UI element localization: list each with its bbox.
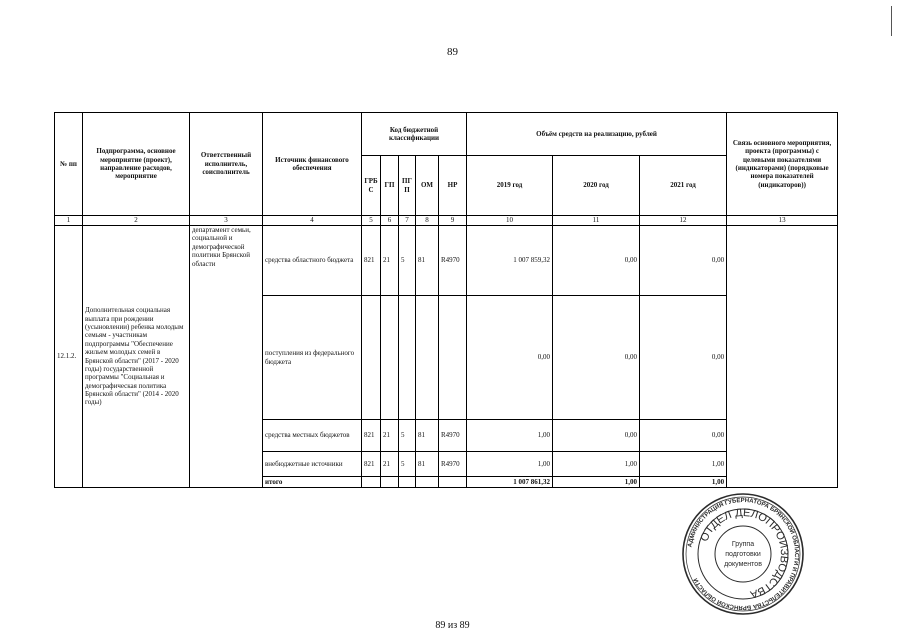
- line-pgp: 5: [399, 226, 416, 296]
- line-2021: 1,00: [640, 452, 727, 477]
- edge-rule: [891, 6, 892, 36]
- column-number: 3: [190, 216, 263, 226]
- line-om: [416, 296, 439, 420]
- line-nr: [439, 296, 467, 420]
- line-source: средства местных бюджетов: [263, 420, 362, 452]
- header-source: Источник финансового обеспечения: [263, 113, 362, 216]
- header-nr: НР: [439, 156, 467, 216]
- stamp-center-line2: подготовки: [725, 551, 761, 558]
- column-number: 7: [399, 216, 416, 226]
- line-gp: 21: [381, 452, 399, 477]
- column-number: 5: [362, 216, 381, 226]
- line-grbs: 821: [362, 420, 381, 452]
- total-grbs: [362, 477, 381, 488]
- line-2019: 1,00: [467, 452, 553, 477]
- stamp-inner-text: ОТДЕЛ ДЕЛОПРОИЗВОДСТВА: [698, 506, 791, 601]
- column-number: 9: [439, 216, 467, 226]
- header-no: № пп: [55, 113, 83, 216]
- row-executor: департамент семьи, социальной и демографической политики Брянской области: [190, 226, 263, 488]
- total-gp: [381, 477, 399, 488]
- line-2019: 1,00: [467, 420, 553, 452]
- line-grbs: 821: [362, 226, 381, 296]
- stamp-ring-text: АДМИНИСТРАЦИЯ ГУБЕРНАТОРА БРЯНСКОЙ ОБЛАСТИ И ПРАВИТЕЛЬСТВА БРЯНСКОЙ ОБЛАСТИ: [687, 497, 800, 611]
- line-pgp: 5: [399, 452, 416, 477]
- line-2019: 0,00: [467, 296, 553, 420]
- line-pgp: [399, 296, 416, 420]
- header-pgp: ПГ П: [399, 156, 416, 216]
- total-2021: 1,00: [640, 477, 727, 488]
- line-2019: 1 007 859,32: [467, 226, 553, 296]
- line-om: 81: [416, 452, 439, 477]
- row-program: Дополнительная социальная выплата при рождении (усыновлении) ребенка молодым семьям - участникам подпрограммы "Обеспечение жильем молодых семей в Брянской области" (2017 - 2020 годы) государственной программы "Социальная и демографическая политика Брянской области" (2014 - 2020 годы): [83, 226, 190, 488]
- header-budget-code: Код бюджетной классификации: [362, 113, 467, 156]
- stamp-center-line3: документов: [724, 561, 762, 568]
- line-2021: 0,00: [640, 420, 727, 452]
- column-number: 4: [263, 216, 362, 226]
- row-link: [727, 226, 838, 488]
- line-nr: R4970: [439, 420, 467, 452]
- header-year-2020: 2020 год: [553, 156, 640, 216]
- column-number: 8: [416, 216, 439, 226]
- header-program: Подпрограмма, основное мероприятие (проект), направление расходов, мероприятие: [83, 113, 190, 216]
- row-number: 12.1.2.: [55, 226, 83, 488]
- line-2020: 1,00: [553, 452, 640, 477]
- column-number: 1: [55, 216, 83, 226]
- total-label: итого: [263, 477, 362, 488]
- total-2019: 1 007 861,32: [467, 477, 553, 488]
- line-2020: 0,00: [553, 420, 640, 452]
- column-number: 11: [553, 216, 640, 226]
- line-om: 81: [416, 420, 439, 452]
- line-grbs: [362, 296, 381, 420]
- line-source: внебюджетные источники: [263, 452, 362, 477]
- total-pgp: [399, 477, 416, 488]
- total-2020: 1,00: [553, 477, 640, 488]
- header-executor: Ответственный исполнитель, соисполнитель: [190, 113, 263, 216]
- header-gp: ГП: [381, 156, 399, 216]
- column-number: 10: [467, 216, 553, 226]
- column-number: 6: [381, 216, 399, 226]
- column-number: 13: [727, 216, 838, 226]
- header-year-2019: 2019 год: [467, 156, 553, 216]
- header-link: Связь основного мероприятия, проекта (программы) с целевыми показателями (индикаторами) (порядковые номера показателей (индикаторов)): [727, 113, 838, 216]
- line-2020: 0,00: [553, 296, 640, 420]
- page-footer: 89 из 89: [435, 620, 470, 631]
- line-source: поступления из федерального бюджета: [263, 296, 362, 420]
- line-2020: 0,00: [553, 226, 640, 296]
- line-source: средства областного бюджета: [263, 226, 362, 296]
- line-2021: 0,00: [640, 296, 727, 420]
- total-nr: [439, 477, 467, 488]
- official-stamp: [681, 492, 805, 616]
- line-gp: 21: [381, 420, 399, 452]
- total-om: [416, 477, 439, 488]
- line-nr: R4970: [439, 452, 467, 477]
- budget-table: [54, 112, 838, 488]
- stamp-center-line1: Группа: [731, 541, 755, 548]
- header-om: ОМ: [416, 156, 439, 216]
- column-number: 2: [83, 216, 190, 226]
- line-2021: 0,00: [640, 226, 727, 296]
- line-om: 81: [416, 226, 439, 296]
- header-grbs: ГРБ С: [362, 156, 381, 216]
- column-number: 12: [640, 216, 727, 226]
- line-grbs: 821: [362, 452, 381, 477]
- header-volume: Объём средств на реализацию, рублей: [467, 113, 727, 156]
- column-number-row: [55, 216, 838, 226]
- table-row: [55, 226, 838, 296]
- line-gp: 21: [381, 226, 399, 296]
- line-pgp: 5: [399, 420, 416, 452]
- header-year-2021: 2021 год: [640, 156, 727, 216]
- line-gp: [381, 296, 399, 420]
- page-number: 89: [447, 46, 458, 58]
- line-nr: R4970: [439, 226, 467, 296]
